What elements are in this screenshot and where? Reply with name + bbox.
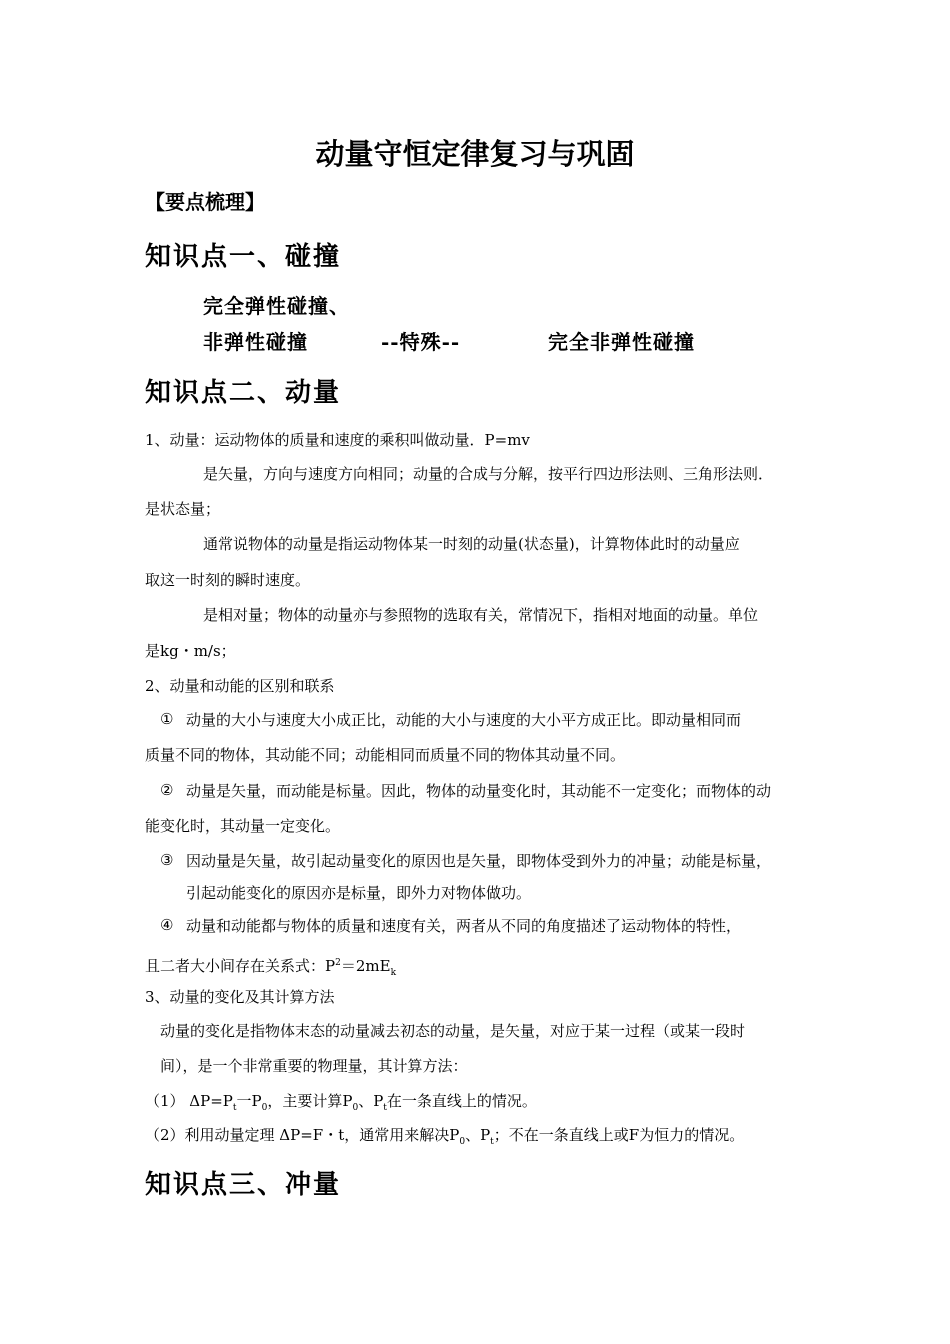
kp3-heading: 知识点三、冲量 — [145, 1170, 342, 1200]
c4-line1: 动量和动能都与物体的质量和速度有关，两者从不同的角度描述了运动物体的特性， — [186, 917, 742, 935]
kp2-heading: 知识点二、动量 — [145, 378, 342, 408]
c1-line2: 质量不同的物体，其动能不同；动能相同而质量不同的物体其动量不同。 — [145, 746, 626, 764]
p2-heading: 2、动量和动能的区别和联系 — [145, 677, 335, 695]
collision-inelastic: 非弹性碰撞 — [203, 330, 308, 354]
p1-relative: 是相对量；物体的动量亦与参照物的选取有关，常情况下，指相对地面的动量。单位 — [203, 606, 759, 624]
page-title: 动量守恒定律复习与巩固 — [315, 137, 635, 171]
kp1-heading: 知识点一、碰撞 — [145, 242, 342, 272]
p3-heading: 3、动量的变化及其计算方法 — [145, 988, 335, 1006]
p3-line1: 动量的变化是指物体末态的动量减去初态的动量，是矢量，对应于某一过程（或某一段时 — [160, 1022, 746, 1040]
c4-mark: ④ — [160, 916, 174, 934]
p1-moment-cont: 取这一时刻的瞬时速度。 — [145, 571, 311, 589]
p1-definition: 1、动量：运动物体的质量和速度的乘积叫做动量．P=mv — [145, 431, 530, 449]
p1-state: 是状态量； — [145, 500, 221, 518]
collision-elastic: 完全弹性碰撞、 — [203, 294, 350, 318]
c3-line1: 因动量是矢量，故引起动量变化的原因也是矢量，即物体受到外力的冲量；动能是标量， — [186, 852, 772, 870]
collision-special: --特殊-- — [381, 330, 461, 354]
c2-line1: 动量是矢量，而动能是标量。因此，物体的动量变化时，其动能不一定变化；而物体的动 — [186, 782, 772, 800]
collision-perfect-inelastic: 完全非弹性碰撞 — [548, 330, 695, 354]
c3-line2: 引起动能变化的原因亦是标量，即外力对物体做功。 — [186, 884, 532, 902]
c1-mark: ① — [160, 710, 174, 728]
method-2: （2）利用动量定理 ΔP=F・t，通常用来解决$P_0$、$P_t$；不在一条直线上或F为恒力的情况。 — [145, 1126, 745, 1147]
c1-line1: 动量的大小与速度大小成正比，动能的大小与速度的大小平方成正比。即动量相同而 — [186, 711, 742, 729]
c2-mark: ② — [160, 781, 174, 799]
method-1: （1） $\Delta P=P_t$一$P_0$，主要计算$P_0$、$P_t$在一条直线上的情况。 — [145, 1092, 537, 1113]
c3-mark: ③ — [160, 851, 174, 869]
c2-line2: 能变化时，其动量一定变化。 — [145, 817, 341, 835]
c4-line2: 且二者大小间存在关系式：$P^2=2mE_k$ — [145, 957, 397, 978]
p1-moment: 通常说物体的动量是指运动物体某一时刻的动量(状态量)，计算物体此时的动量应 — [203, 535, 740, 553]
p3-line2: 间），是一个非常重要的物理量，其计算方法： — [160, 1057, 468, 1075]
p1-unit: 是kg・m/s； — [145, 642, 236, 660]
p1-vector: 是矢量，方向与速度方向相同；动量的合成与分解，按平行四边形法则、三角形法则． — [203, 465, 774, 483]
section-label: 【要点梳理】 — [145, 190, 265, 214]
